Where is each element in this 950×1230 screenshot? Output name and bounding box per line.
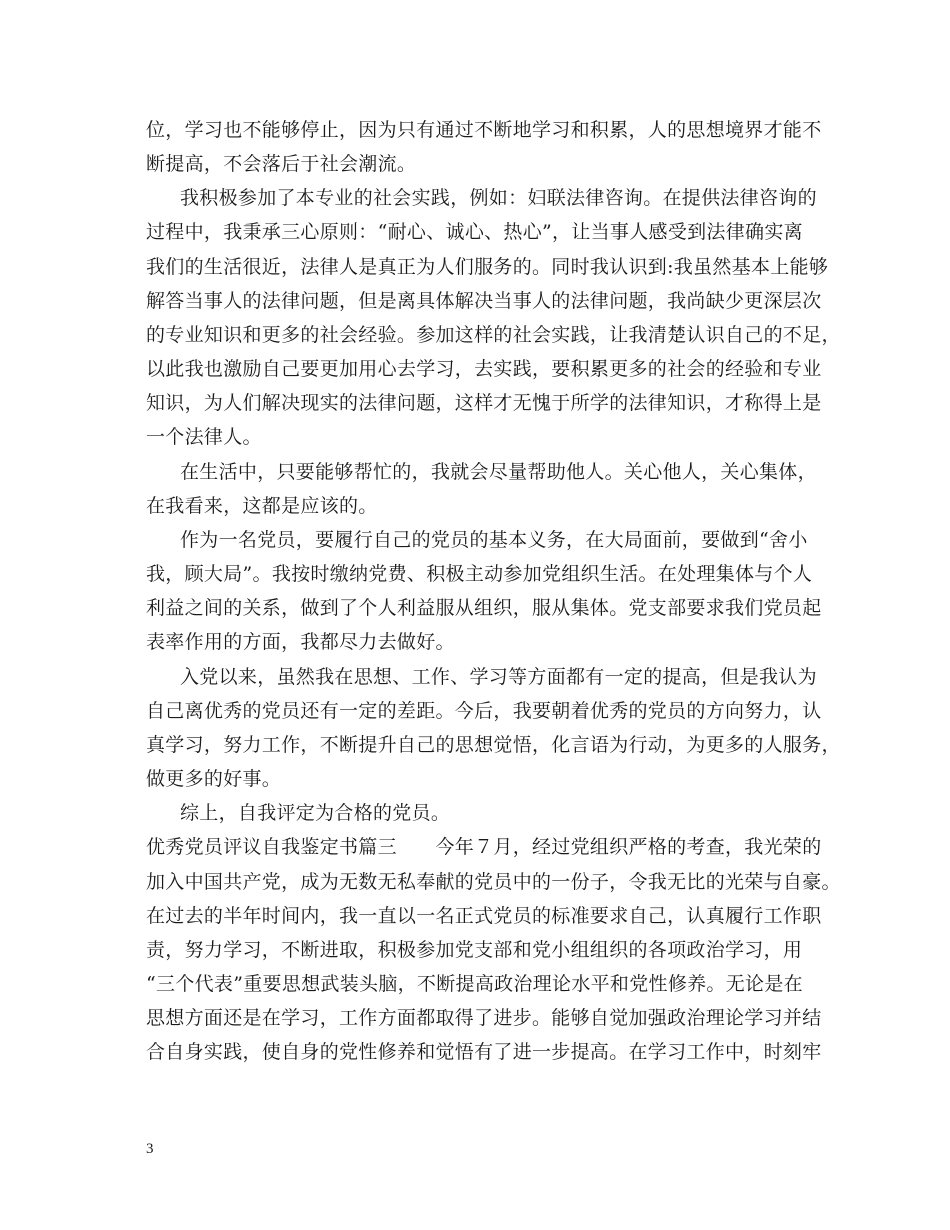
text-line: 综上，自我评定为合格的党员。 bbox=[180, 802, 451, 824]
text-line: 优秀党员评议自我鉴定书篇三 今年７月，经过党组织严格的考查，我光荣的 bbox=[146, 836, 822, 858]
text-line: “三个代表”重要思想武装头脑，不断提高政治理论水平和党性修养。无论是在 bbox=[146, 973, 803, 995]
text-line: 在生活中，只要能够帮忙的，我就会尽量帮助他人。关心他人，关心集体， bbox=[180, 461, 817, 483]
text-line: 断提高，不会落后于社会潮流。 bbox=[146, 153, 417, 175]
text-line: 我积极参加了本专业的社会实践，例如：妇联法律咨询。在提供法律咨询的 bbox=[180, 187, 817, 209]
text-line: 解答当事人的法律问题，但是离具体解决当事人的法律问题，我尚缺少更深层次 bbox=[146, 290, 822, 312]
text-line: 思想方面还是在学习，工作方面都取得了进步。能够自觉加强政治理论学习并结 bbox=[146, 1007, 822, 1029]
text-line: 的专业知识和更多的社会经验。参加这样的社会实践，让我清楚认识自己的不足， bbox=[146, 324, 841, 346]
text-line: 作为一名党员，要履行自己的党员的基本义务，在大局面前，要做到“舍小 bbox=[180, 529, 808, 551]
text-line: 过程中，我秉承三心原则：“耐心、诚心、热心”，让当事人感受到法律确实离 bbox=[146, 221, 803, 243]
text-line: 入党以来，虽然我在思想、工作、学习等方面都有一定的提高，但是我认为 bbox=[180, 666, 817, 688]
text-line: 位，学习也不能够停止，因为只有通过不断地学习和积累，人的思想境界才能不 bbox=[146, 119, 822, 141]
text-line: 真学习，努力工作，不断提升自己的思想觉悟，化言语为行动，为更多的人服务， bbox=[146, 734, 841, 756]
text-line: 加入中国共产党，成为无数无私奉献的党员中的一份子，令我无比的光荣与自豪。 bbox=[146, 871, 841, 893]
text-line: 一个法律人。 bbox=[146, 426, 262, 448]
text-line: 表率作用的方面，我都尽力去做好。 bbox=[146, 631, 455, 653]
text-line: 在过去的半年时间内，我一直以一名正式党员的标准要求自己，认真履行工作职 bbox=[146, 905, 822, 927]
text-line: 自己离优秀的党员还有一定的差距。今后，我要朝着优秀的党员的方向努力，认 bbox=[146, 700, 822, 722]
page-number: 3 bbox=[146, 1141, 154, 1157]
text-line: 利益之间的关系，做到了个人利益服从组织，服从集体。党支部要求我们党员起 bbox=[146, 597, 822, 619]
text-line: 以此我也激励自己要更加用心去学习，去实践，要积累更多的社会的经验和专业 bbox=[146, 358, 822, 380]
text-line: 做更多的好事。 bbox=[146, 768, 282, 790]
text-line: 在我看来，这都是应该的。 bbox=[146, 495, 378, 517]
text-line: 我，顾大局”。我按时缴纳党费、积极主动参加党组织生活。在处理集体与个人 bbox=[146, 563, 813, 585]
text-line: 合自身实践，使自身的党性修养和觉悟有了进一步提高。在学习工作中，时刻牢 bbox=[146, 1041, 822, 1063]
text-line: 知识，为人们解决现实的法律问题，这样才无愧于所学的法律知识，才称得上是 bbox=[146, 392, 822, 414]
text-line: 我们的生活很近，法律人是真正为人们服务的。同时我认识到:我虽然基本上能够 bbox=[146, 256, 829, 278]
text-line: 责，努力学习，不断进取，积极参加党支部和党小组组织的各项政治学习，用 bbox=[146, 939, 803, 961]
